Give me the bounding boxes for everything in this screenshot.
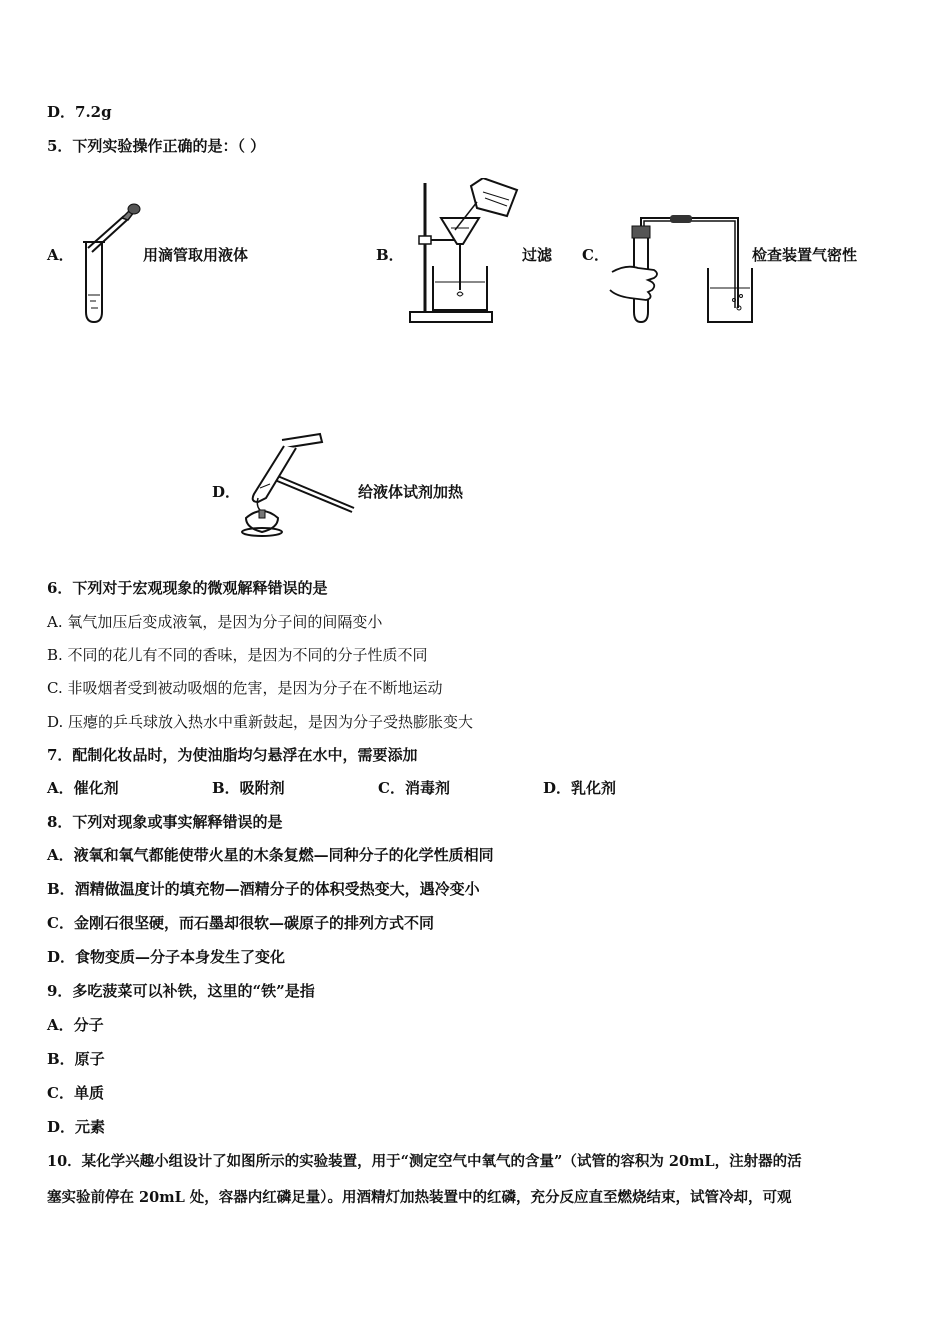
q6-option-b: B. 不同的花儿有不同的香味，是因为不同的分子性质不同 [47,646,428,664]
heating-liquid-icon [236,428,358,538]
q8-option-b: B．酒精做温度计的填充物—酒精分子的体积受热变大，遇冷变小 [47,880,480,898]
q9-stem: 9．多吃菠菜可以补铁，这里的“铁”是指 [47,982,315,1000]
q8-option-d: D．食物变质—分子本身发生了变化 [47,948,286,966]
airtightness-check-icon [608,212,758,327]
filtration-apparatus-icon [405,178,525,326]
q5-option-d-caption: 给液体试剂加热 [358,483,464,501]
q5-option-a-letter: A． [47,246,74,264]
q5-option-d-letter: D． [212,483,241,501]
q5-option-a-caption: 用滴管取用液体 [143,246,249,264]
q8-option-c: C．金刚石很坚硬，而石墨却很软—碳原子的排列方式不同 [47,914,434,932]
q7-option-b: B．吸附剂 [212,779,285,797]
q5-option-b-caption: 过滤 [522,246,553,264]
q9-option-b: B．原子 [47,1050,105,1068]
q10-line-2: 塞实验前停在 20mL 处，容器内红磷足量）。用酒精灯加热装置中的红磷，充分反应直至燃烧结束，试管冷却，可观 [47,1189,792,1206]
q6-option-d: D. 压瘪的乒乓球放入热水中重新鼓起，是因为分子受热膨胀变大 [47,713,474,731]
dropper-test-tube-icon [74,200,144,325]
q9-option-a: A．分子 [47,1016,104,1034]
q10-line-1: 10．某化学兴趣小组设计了如图所示的实验装置，用于“测定空气中氧气的含量”（试管的容积为 20mL，注射器的活 [47,1153,802,1170]
q7-option-d: D．乳化剂 [543,779,617,797]
q6-option-a: A. 氧气加压后变成液氧，是因为分子间的间隔变小 [47,613,383,631]
q7-option-c: C．消毒剂 [378,779,450,797]
q8-stem: 8．下列对现象或事实解释错误的是 [47,813,283,831]
q7-stem: 7．配制化妆品时，为使油脂均匀悬浮在水中，需要添加 [47,746,418,764]
q5-option-b-letter: B． [376,246,404,264]
q6-option-c: C. 非吸烟者受到被动吸烟的危害，是因为分子在不断地运动 [47,679,443,697]
q9-option-d: D．元素 [47,1118,106,1136]
q7-option-a: A．催化剂 [47,779,119,797]
q5-option-c-letter: C． [582,246,609,264]
q9-option-c: C．单质 [47,1084,104,1102]
q4-option-d: D．7.2g [47,103,112,121]
q8-option-a: A．液氧和氧气都能使带火星的木条复燃—同种分子的化学性质相同 [47,846,494,864]
q5-option-c-caption: 检查装置气密性 [752,246,858,264]
q6-stem: 6．下列对于宏观现象的微观解释错误的是 [47,579,328,597]
q5-stem: 5．下列实验操作正确的是：（ ） [47,137,266,155]
